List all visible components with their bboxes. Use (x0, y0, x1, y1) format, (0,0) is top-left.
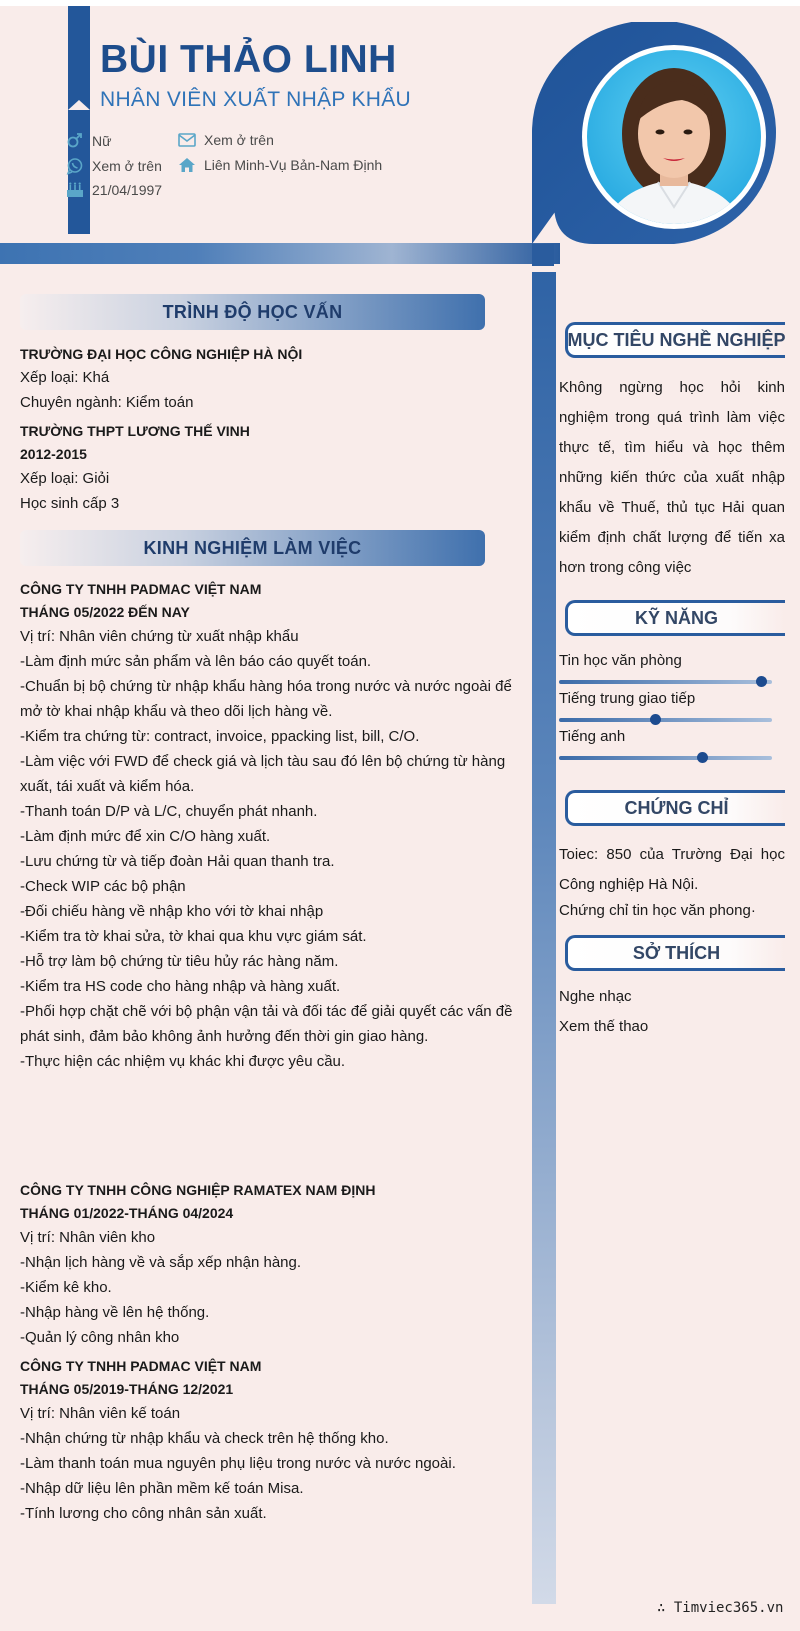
job2-line: -Quản lý công nhân kho (20, 1329, 180, 1346)
school1-major: Chuyên ngành: Kiểm toán (20, 394, 194, 411)
skill-level-bar (559, 680, 772, 684)
skill-level-marker (756, 676, 767, 687)
school1-name: TRƯỜNG ĐẠI HỌC CÔNG NGHIỆP HÀ NỘI (20, 346, 303, 362)
info-gender (66, 132, 111, 150)
skill-name: Tiếng anh (559, 728, 626, 745)
birthday-cake-icon (66, 182, 84, 198)
experience-heading: KINH NGHIỆM LÀM VIỆC (20, 530, 485, 566)
job2-company: CÔNG TY TNHH CÔNG NGHIỆP RAMATEX NAM ĐỊNH (20, 1182, 376, 1198)
objective-heading: MỤC TIÊU NGHỀ NGHIỆP (565, 322, 785, 358)
birthday-value: 21/04/1997 (92, 182, 163, 198)
school2-rank: Xếp loại: Giỏi (20, 470, 110, 487)
job1-line: -Đối chiếu hàng về nhập kho với tờ khai nhập (20, 903, 324, 920)
job1-line: mở tờ khai nhập khẩu và theo dõi lịch hàng về. (20, 703, 333, 720)
column-divider-bar (532, 272, 556, 1604)
school2-note: Học sinh cấp 3 (20, 495, 120, 512)
certificates-heading: CHỨNG CHỈ (565, 790, 785, 826)
job1-line: phát sinh, đảm bảo không ảnh hưởng đến thời gin giao hàng. (20, 1028, 429, 1045)
job1-line: -Làm định mức sản phẩm và lên báo cáo quyết toán. (20, 653, 372, 670)
info-birthday (66, 182, 162, 198)
job1-line: -Làm việc với FWD để check giá và lịch tàu sau đó lên bộ chứng từ hàng (20, 753, 506, 770)
hobby-item: Xem thế thao (559, 1018, 649, 1035)
job3-line: -Nhận chứng từ nhập khẩu và check trên hệ thống kho. (20, 1430, 389, 1447)
job3-line: -Nhập dữ liệu lên phần mềm kế toán Misa. (20, 1480, 304, 1497)
job1-line: -Làm định mức để xin C/O hàng xuất. (20, 828, 271, 845)
info-phone (66, 157, 162, 175)
skills-heading: KỸ NĂNG (565, 600, 785, 636)
job2-line: -Nhận lịch hàng về và sắp xếp nhận hàng. (20, 1254, 302, 1271)
job1-line: -Kiểm tra chứng từ: contract, invoice, ppacking list, bill, C/O. (20, 728, 420, 745)
job1-line: -Check WIP các bộ phận (20, 878, 186, 895)
info-email (178, 132, 274, 148)
job1-line: Vị trí: Nhân viên chứng từ xuất nhập khẩu (20, 628, 299, 645)
email-value: Xem ở trên (204, 132, 274, 148)
ribbon-notch (68, 88, 90, 110)
candidate-name: BÙI THẢO LINH (100, 38, 397, 81)
school1-rank: Xếp loại: Khá (20, 369, 110, 386)
job2-line: -Nhập hàng về lên hệ thống. (20, 1304, 210, 1321)
gender-value: Nữ (92, 133, 112, 149)
objective-text: Không ngừng học hỏi kinh nghiệm trong quá trình làm việc thực tế, tìm hiểu và học thêm những kiến thức của xuất nhập khẩu về Thuế, thủ tục Hải quan kiểm định chất lượng để tiến xa hơn trong công việc (559, 379, 785, 576)
phone-icon (66, 157, 84, 175)
phone-value: Xem ở trên (92, 158, 162, 174)
job1-line: -Thực hiện các nhiệm vụ khác khi được yêu cầu. (20, 1053, 346, 1070)
address-value: Liên Minh-Vụ Bản-Nam Định (204, 157, 383, 173)
skill-level-marker (650, 714, 661, 725)
header-ribbon (68, 6, 90, 234)
certificate-line: Chứng chỉ tin học văn phong· (559, 902, 756, 919)
skill-level-bar (559, 756, 772, 760)
job3-line: -Tính lương cho công nhân sản xuất. (20, 1505, 267, 1522)
certificate-line: Toiec: 850 của Trường Đại học Công nghiệp Hà Nội. (559, 846, 785, 893)
job1-line: xuất, tái xuất và kiểm hóa. (20, 778, 195, 795)
job1-line: -Hỗ trợ làm bộ chứng từ tiêu hủy rác hàng năm. (20, 953, 339, 970)
job2-line: Vị trí: Nhân viên kho (20, 1229, 156, 1246)
skill-name: Tiếng trung giao tiếp (559, 690, 696, 707)
job1-line: -Phối hợp chặt chẽ với bộ phận vận tải và đối tác để giải quyết các vấn đề (20, 1003, 513, 1020)
school2-name: TRƯỜNG THPT LƯƠNG THẾ VINH (20, 423, 250, 439)
header-divider-bar (0, 243, 560, 264)
job2-period: THÁNG 01/2022-THÁNG 04/2024 (20, 1205, 234, 1221)
skill-name: Tin học văn phòng (559, 652, 682, 669)
skill-level-bar (559, 718, 772, 722)
education-heading: TRÌNH ĐỘ HỌC VẤN (20, 294, 485, 330)
job1-line: -Kiểm tra HS code cho hàng nhập và hàng xuất. (20, 978, 341, 995)
job1-line: -Lưu chứng từ và tiếp đoàn Hải quan thanh tra. (20, 853, 335, 870)
job3-line: -Làm thanh toán mua nguyên phụ liệu trong nước và nước ngoài. (20, 1455, 456, 1472)
info-address (178, 157, 382, 173)
job3-period: THÁNG 05/2019-THÁNG 12/2021 (20, 1381, 234, 1397)
job2-line: -Kiểm kê kho. (20, 1279, 112, 1296)
job-title: NHÂN VIÊN XUẤT NHẬP KHẨU (100, 88, 411, 111)
home-icon (178, 157, 196, 173)
email-icon (178, 132, 196, 148)
watermark-text: ∴ Timviec365.vn (657, 1600, 784, 1616)
top-strip (0, 0, 800, 6)
school2-years: 2012-2015 (20, 446, 87, 462)
job3-line: Vị trí: Nhân viên kế toán (20, 1405, 181, 1422)
job1-period: THÁNG 05/2022 ĐẾN NAY (20, 604, 190, 620)
job1-line: -Chuẩn bị bộ chứng từ nhập khẩu hàng hóa trong nước và nước ngoài để (20, 678, 512, 695)
profile-photo (532, 22, 780, 266)
job1-line: -Thanh toán D/P và L/C, chuyển phát nhanh. (20, 803, 318, 820)
job1-line: -Kiểm tra tờ khai sửa, tờ khai qua khu vực giám sát. (20, 928, 367, 945)
job3-company: CÔNG TY TNHH PADMAC VIỆT NAM (20, 1358, 262, 1374)
hobby-item: Nghe nhạc (559, 988, 632, 1005)
job1-company: CÔNG TY TNHH PADMAC VIỆT NAM (20, 581, 262, 597)
gender-icon (66, 132, 84, 150)
skill-level-marker (697, 752, 708, 763)
hobbies-heading: SỞ THÍCH (565, 935, 785, 971)
